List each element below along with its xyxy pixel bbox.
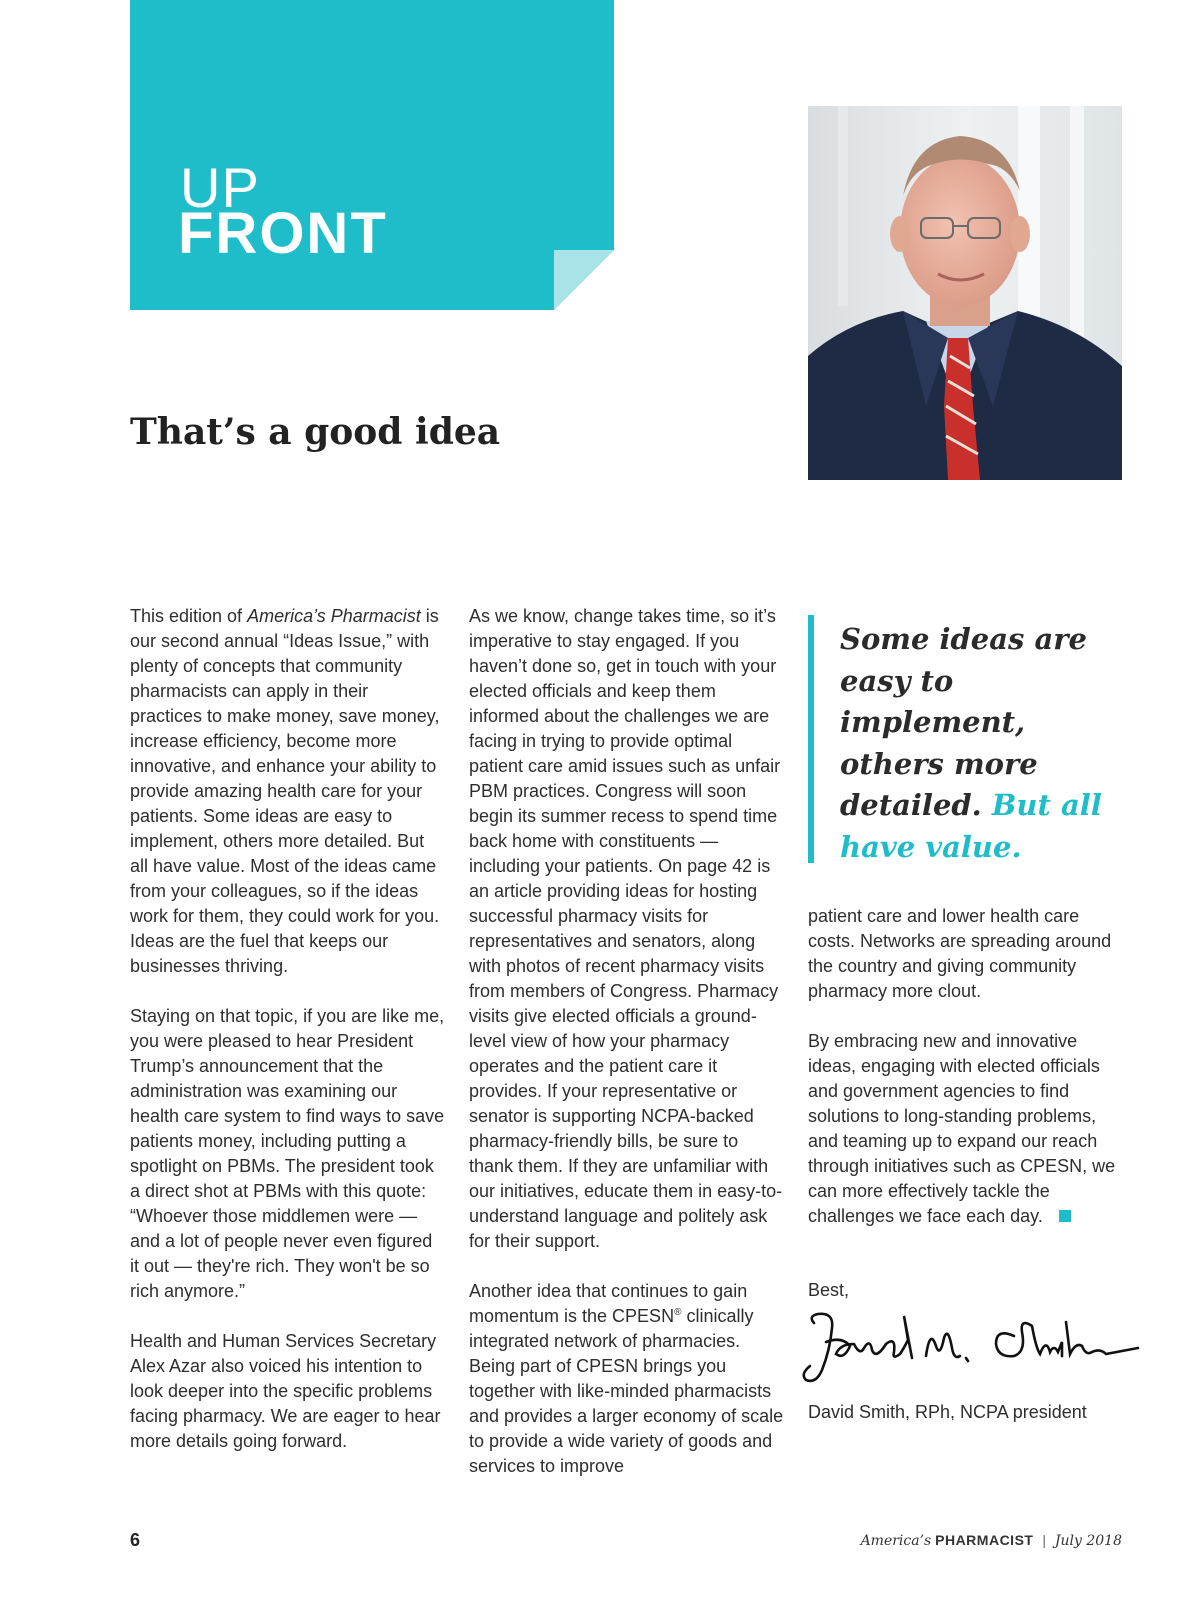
footer-magazine-italic: America’s xyxy=(860,1533,932,1549)
banner-label-up: UP xyxy=(180,156,260,219)
handwritten-signature xyxy=(800,1308,1140,1398)
column3-paragraph-1: patient care and lower health care costs. Networks are spreading around the country and giving community pharmacy more clout. xyxy=(808,906,1112,1001)
footer-magazine-bold: PHARMACIST xyxy=(935,1532,1034,1548)
pull-quote-main: Some ideas are easy to implement, others more detailed. xyxy=(840,622,1087,822)
column2-paragraph-2: Another idea that continues to gain momentum is the CPESN® clinically integrated network of pharmacies. Being part of CPESN brings you together with like-minded pharmacists and provides a larger economy of scale to provide a wide variety of goods and services to improve xyxy=(469,1281,784,1476)
column1-paragraph-1: This edition of America’s Pharmacist is our second annual “Ideas Issue,” with plenty of concepts that community pharmacists can apply in their practices to make money, save money, increase efficiency, become more innovative, and enhance your ability to provide amazing health care for your patients. Some ideas are easy to implement, others more detailed. But all have value. Most of the ideas came from your colleagues, so if the ideas work for them, they could work for you. Ideas are the fuel that keeps our businesses thriving. xyxy=(130,606,440,976)
closing-salutation: Best, xyxy=(808,1280,850,1300)
column2-paragraph-1: As we know, change takes time, so it’s imperative to stay engaged. If you haven’t done so, get in touch with your elected officials and keep them informed about the challenges we are facing in trying to provide optimal patient care amid issues such as unfair PBM practices. Congress will soon begin its summer recess to spend time back home with constituents — including your patients. On page 42 is an article providing ideas for hosting successful pharmacy visits for representatives and senators, along with photos of recent pharmacy visits from members of Congress. Pharmacy visits give elected officials a ground-level view of how your pharmacy operates and the patient care it provides. If your representative or senator is supporting NCPA-backed pharmacy-friendly bills, be sure to thank them. If they are unfamiliar with our initiatives, educate them in easy-to-understand language and politely ask for their support. xyxy=(469,606,783,1251)
column1-paragraph-2: Staying on that topic, if you are like me, you were pleased to hear President Trump’s announcement that the administration was examining our health care system to find ways to save patients money, including putting a spotlight on PBMs. The president took a direct shot at PBMs with this quote: “Whoever those middlemen were — and a lot of people never even figured it out — they're rich. They won't be so rich anymore.” xyxy=(130,1006,445,1301)
registered-mark: ® xyxy=(674,1307,682,1318)
page-footer xyxy=(861,1532,1122,1549)
article-column-1 xyxy=(130,604,445,1454)
footer-date: July 2018 xyxy=(1054,1533,1122,1549)
signature-name: David Smith, RPh, NCPA president xyxy=(808,1402,1087,1422)
column1-paragraph-3: Health and Human Services Secretary Alex Azar also voiced his intention to look deeper into the specific problems facing pharmacy. We are eager to hear more details going forward. xyxy=(130,1331,441,1451)
magazine-title: America’s Pharmacist xyxy=(247,606,421,626)
article-headline: That’s a good idea xyxy=(130,411,501,453)
page-fold-corner xyxy=(554,250,614,310)
article-column-2 xyxy=(469,604,784,1479)
page-number: 6 xyxy=(130,1530,141,1550)
pull-quote-accent: But all have value. xyxy=(840,788,1102,864)
pull-quote xyxy=(808,615,1128,863)
portrait-photo xyxy=(808,106,1122,480)
banner-label-front: FRONT xyxy=(178,201,388,266)
column3-paragraph-2: By embracing new and innovative ideas, engaging with elected officials and government agencies to find solutions to long-standing problems, and teaming up to expand our reach through initiatives such as CPESN, we can more effectively tackle the challenges we face each day. xyxy=(808,1031,1116,1226)
article-column-3 xyxy=(808,904,1128,1229)
end-mark-icon xyxy=(1059,1210,1071,1222)
footer-separator: | xyxy=(1042,1532,1046,1548)
